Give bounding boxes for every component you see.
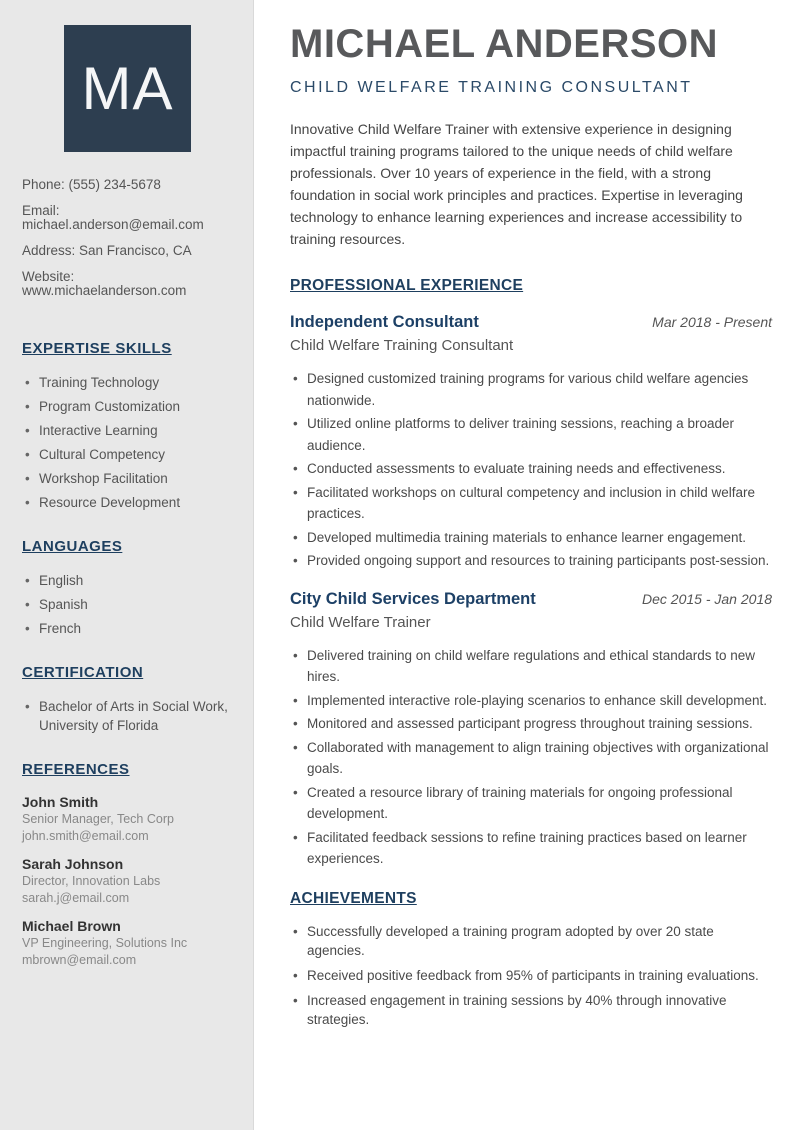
reference-name: Sarah Johnson <box>22 856 124 872</box>
job-bullet: • Utilized online platforms to deliver training sessions, reaching a broader audience. <box>290 413 772 456</box>
references-list <box>22 793 233 969</box>
summary-text: Innovative Child Welfare Trainer with extensive experience in designing impactful training programs tailored to the unique needs of child welfare professionals. Over 10 years of experience in the field, with a strong foundation in social work principles and practices. Expertise in leveraging technology to enhance learning experiences and increase accessibility to training resources. <box>290 121 743 247</box>
contact-phone: Phone: (555) 234-5678 <box>22 177 161 192</box>
reference-role: Senior Manager, Tech Corp <box>22 812 174 826</box>
job-bullet: • Provided ongoing support and resources to training participants post-session. <box>290 550 772 572</box>
job-bullet: • Designed customized training programs for various child welfare agencies nationwide. <box>290 368 772 411</box>
reference-name: John Smith <box>22 794 99 810</box>
job-bullet: • Collaborated with management to align training objectives with organizational goals. <box>290 737 772 780</box>
reference-email: mbrown@email.com <box>22 953 137 967</box>
reference-item <box>22 917 233 969</box>
language-item: • French <box>22 619 233 638</box>
job-bullet: • Delivered training on child welfare regulations and ethical standards to new hires. <box>290 645 772 688</box>
reference-email: sarah.j@email.com <box>22 891 130 905</box>
skill-item: • Interactive Learning <box>22 421 233 440</box>
section-title-achievements: ACHIEVEMENTS <box>290 889 417 907</box>
job-bullet: • Facilitated workshops on cultural competency and inclusion in child welfare practices. <box>290 482 772 525</box>
job-entry <box>290 312 772 572</box>
job-role: Child Welfare Training Consultant <box>290 337 514 354</box>
skill-item: • Resource Development <box>22 493 233 512</box>
avatar-initials: MA <box>81 55 174 122</box>
job-entry <box>290 589 772 870</box>
section-title-expertise-skills: EXPERTISE SKILLS <box>22 340 172 357</box>
certification-item: • Bachelor of Arts in Social Work, University of Florida <box>22 697 233 735</box>
reference-name: Michael Brown <box>22 918 121 934</box>
languages-list <box>22 571 233 638</box>
skill-item: • Program Customization <box>22 397 233 416</box>
contact-address: Address: San Francisco, CA <box>22 243 192 258</box>
job-bullet: • Facilitated feedback sessions to refine training practices based on learner experiences. <box>290 827 772 870</box>
avatar <box>64 25 191 152</box>
job-dates: Dec 2015 - Jan 2018 <box>642 590 772 607</box>
contact-info <box>22 178 233 298</box>
job-bullet: • Developed multimedia training materials to enhance learner engagement. <box>290 527 772 549</box>
job-bullet-list <box>290 645 772 870</box>
reference-item <box>22 855 233 907</box>
job-bullet: • Implemented interactive role-playing scenarios to enhance skill development. <box>290 690 772 712</box>
skill-item: • Cultural Competency <box>22 445 233 464</box>
main-content <box>254 0 800 1130</box>
job-company: Independent Consultant <box>290 313 479 331</box>
reference-item <box>22 793 233 845</box>
job-bullet-list <box>290 368 772 572</box>
language-item: • English <box>22 571 233 590</box>
reference-email: john.smith@email.com <box>22 829 149 843</box>
reference-role: Director, Innovation Labs <box>22 874 161 888</box>
job-bullet: • Conducted assessments to evaluate training needs and effectiveness. <box>290 458 772 480</box>
section-title-languages: LANGUAGES <box>22 538 123 555</box>
job-header <box>290 589 772 609</box>
skill-item: • Training Technology <box>22 373 233 392</box>
person-name: MICHAEL ANDERSON <box>290 22 719 66</box>
certification-list <box>22 697 233 735</box>
contact-website: Website: www.michaelanderson.com <box>22 269 187 298</box>
section-title-professional-experience: PROFESSIONAL EXPERIENCE <box>290 277 524 294</box>
person-title: CHILD WELFARE TRAINING CONSULTANT <box>290 79 693 96</box>
job-bullet: • Created a resource library of training materials for ongoing professional development. <box>290 782 772 825</box>
contact-email: Email: michael.anderson@email.com <box>22 203 204 232</box>
job-header <box>290 312 772 332</box>
language-item: • Spanish <box>22 595 233 614</box>
achievements-list <box>290 922 772 1029</box>
section-title-certification: CERTIFICATION <box>22 664 144 681</box>
sidebar <box>0 0 254 1130</box>
achievement-bullet: • Successfully developed a training program adopted by over 20 state agencies. <box>290 922 772 960</box>
job-bullet: • Monitored and assessed participant progress throughout training sessions. <box>290 713 772 735</box>
reference-role: VP Engineering, Solutions Inc <box>22 936 188 950</box>
job-dates: Mar 2018 - Present <box>652 314 772 330</box>
job-company: City Child Services Department <box>290 589 536 608</box>
section-title-references: REFERENCES <box>22 761 130 778</box>
job-role: Child Welfare Trainer <box>290 613 431 631</box>
expertise-skills-list <box>22 373 233 512</box>
achievement-bullet: • Received positive feedback from 95% of participants in training evaluations. <box>290 966 772 985</box>
skill-item: • Workshop Facilitation <box>22 469 233 488</box>
achievement-bullet: • Increased engagement in training sessions by 40% through innovative strategies. <box>290 991 772 1029</box>
